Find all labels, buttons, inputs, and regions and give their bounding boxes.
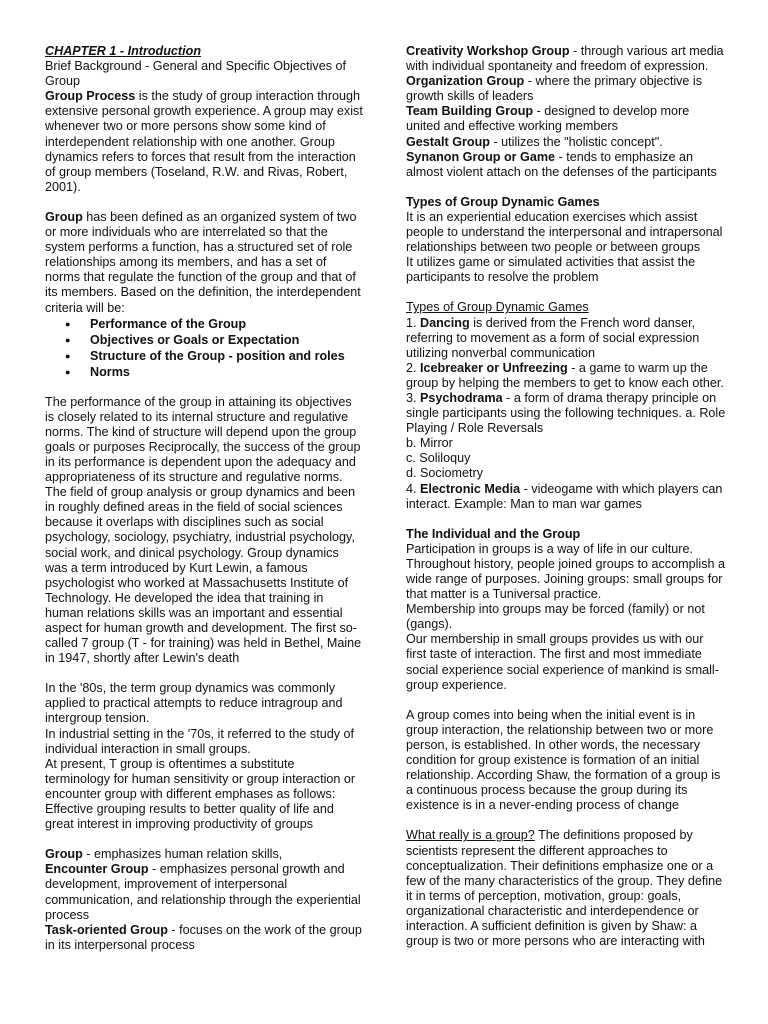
types-heading: Types of Group Dynamic Games (406, 194, 600, 209)
individual-paragraph-3: Our membership in small groups provides us with our first taste of interaction. The first and most immediate social experience social experience of mankind is small-group experience. (406, 632, 719, 692)
chapter-title: CHAPTER 1 - Introduction (45, 44, 202, 58)
technique-item: d. Sociometry (406, 466, 483, 481)
types-paragraph-2: It utilizes game or simulated activities that assist the participants to resolve the problem (406, 255, 696, 285)
group-process-text: is the study of group interaction through extensive personal growth experience. A group may exist whenever two or more persons show some kind of interdependent relationship with one another. Group dynamics refers to forces that result from the interaction of group members (Toseland, R.W. and Rivas, Robert, 2001). (45, 89, 363, 194)
group-type-item: Creativity Workshop Group - through various art media with individual spontaneity and freedom of expression. (406, 44, 724, 74)
definition-item: Group - emphasizes human relation skills, (45, 847, 283, 862)
performance-paragraph: The performance of the group in attaining its objectives is closely related to its internal structure and regulative norms. The kind of structure will depend upon the group goals or purposes Reciprocally, the success of the group in its performance is dependent upon the adequacy and appropriateness of its structure and regulative norms. The field of group analysis or group dynamics and been in roughly defined areas in the field of social sciences because it overlaps with disciplines such as social psychology, sociology, psychiatry, industrial psychology, social work, and dinical psychology. Group dynamics was a term introduced by Kurt Lewin, a famous psychologist who worked at Massachusetts Institute of Technology. He developed the idea that training in human relations skills was an important and essential aspect for human growth and development. The first so-called 7 group (T - for training) was held in Bethel, Maine in 1947, shortly after Lewin's death (45, 394, 362, 666)
individual-paragraph-2: Membership into groups may be forced (family) or not (gangs). (406, 602, 705, 632)
criteria-item: ● Norms (65, 364, 363, 380)
right-column (406, 44, 726, 949)
group-definition-paragraph (45, 210, 363, 316)
game-item: 4. Electronic Media - videogame with which players can interact. Example: Man to man war games (406, 481, 723, 511)
technique-item: c. Soliloquy (406, 451, 471, 466)
types-paragraph-1: It is an experiential education exercises which assist people to understand the interpersonal and intrapersonal relationships between two people or between groups (406, 209, 723, 255)
group-type-item: Synanon Group or Game - tends to emphasize an almost violent attach on the defenses of the participants (406, 149, 717, 179)
criteria-item: ● Structure of the Group - position and roles (65, 348, 363, 364)
term-group-process: Group Process (45, 89, 136, 104)
background-line: Brief Background - General and Specific Objectives of Group (45, 59, 347, 89)
definition-item: Encounter Group - emphasizes personal growth and development, improvement of interpersonal communication, and relationship through the experiential process (45, 862, 361, 922)
eighties-paragraph: In the '80s, the term group dynamics was commonly applied to practical attempts to reduce intragroup and intergroup tension. (45, 681, 343, 726)
group-type-item: Gestalt Group - utilizes the "holistic concept". (406, 134, 663, 149)
seventies-paragraph: In industrial setting in the '70s, it referred to the study of individual interaction in small groups. (45, 726, 355, 756)
types-heading-2: Types of Group Dynamic Games (406, 300, 589, 315)
what-is-group-heading: What really is a group? (406, 828, 535, 843)
criteria-item: ● Objectives or Goals or Expectation (65, 332, 363, 348)
individual-heading: The Individual and the Group (406, 526, 581, 541)
term-group: Group (45, 209, 83, 224)
group-type-item: Team Building Group - designed to develop more united and effective working members (406, 104, 690, 134)
group-type-item: Organization Group - where the primary objective is growth skills of leaders (406, 74, 703, 104)
game-item: 3. Psychodrama - a form of drama therapy principle on single participants using the following techniques. a. Role Playing / Role Reversals (406, 390, 726, 436)
group-process-paragraph (45, 89, 363, 195)
left-column (45, 44, 363, 953)
game-item: 1. Dancing is derived from the French word danser, referring to movement as a form of social expression utilizing nonverbal communication (406, 315, 700, 360)
group-formation-paragraph: A group comes into being when the initial event is in group interaction, the relationship between two or more person, is established. In other words, the necessary condition for group existence is formation of an initial relationship. According Shaw, the formation of a group is a continuous process because the group during its existence is in a never-ending process of change (406, 707, 721, 813)
game-item: 2. Icebreaker or Unfreezing - a game to warm up the group by helping the members to get to know each other. (406, 360, 724, 390)
individual-paragraph-1: Participation in groups is a way of life in our culture. Throughout history, people joined groups to accomplish a wide range of purposes. Joining groups: small groups for that matter is a Tuniversal practice. (406, 541, 726, 602)
what-is-group-paragraph: What really is a group? The definitions proposed by scientists represent the different approaches to conceptualization. Their definitions emphasize one or a few of the many characteristics of the group. They define it in terms of perception, motivation, group: goals, organizational characteristic and interdependence or interaction. A sufficient definition is given by Shaw: a group is two or more persons who are interacting with (406, 828, 723, 949)
criteria-list (45, 316, 363, 380)
present-paragraph: At present, T group is oftentimes a substitute terminology for human sensitivity or group interaction or encounter group with different emphases as follows: Effective grouping results to better quality of life and great interest in improving productivity of groups (45, 756, 356, 832)
technique-item: b. Mirror (406, 436, 453, 451)
group-definition-text: has been defined as an organized system of two or more individuals who are interrelated so that the system performs a function, has a structured set of role relationships among its members, and has a set of norms that regulate the function of the group and that of its members. Based on the definition, the interdependent criteria will be: (45, 209, 361, 315)
criteria-item: ● Performance of the Group (65, 316, 363, 332)
definition-item: Task-oriented Group - focuses on the work of the group in its interpersonal process (45, 922, 362, 952)
